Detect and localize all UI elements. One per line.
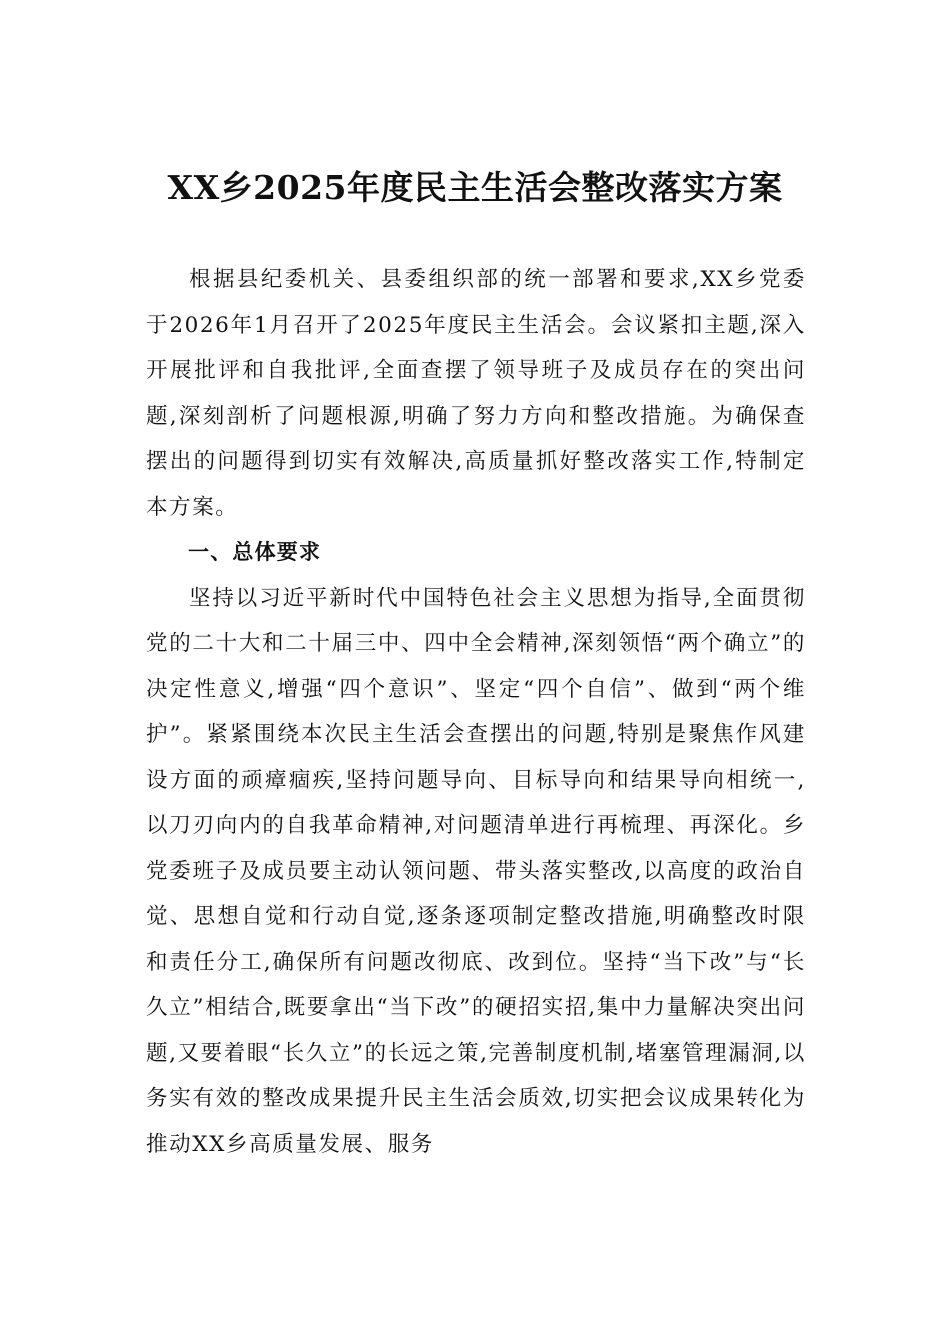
section-heading: 一、总体要求 [188, 540, 322, 564]
intro-paragraph: 根据县纪委机关、县委组织部的统一部署和要求,XX乡党委于2026年1月召开了2025年度民主生活会。会议紧扣主题,深入开展批评和自我批评,全面查摆了领导班子及成员存在的突出问题,深刻剖析了问题根源,明确了努力方向和整改措施。为确保查摆出的问题得到切实有效解决,高质量抓好整改落实工作,特制定本方案。 [146, 267, 806, 520]
document-body [146, 257, 806, 1167]
document-title: XX乡2025年度民主生活会整改落实方案 [167, 168, 783, 207]
section-paragraph: 坚持以习近平新时代中国特色社会主义思想为指导,全面贯彻党的二十大和二十届三中、四中全会精神,深刻领悟“两个确立”的决定性意义,增强“四个意识”、坚定“四个自信”、做到“两个维护”。紧紧围绕本次民主生活会查摆出的问题,特别是聚焦作风建设方面的顽瘴痼疾,坚持问题导向、目标导向和结果导向相统一,以刀刃向内的自我革命精神,对问题清单进行再梳理、再深化。乡党委班子及成员要主动认领问题、带头落实整改,以高度的政治自觉、思想自觉和行动自觉,逐条逐项制定整改措施,明确整改时限和责任分工,确保所有问题改彻底、改到位。坚持“当下改”与“长久立”相结合,既要拿出“当下改”的硬招实招,集中力量解决突出问题,又要着眼“长久立”的长远之策,完善制度机制,堵塞管理漏洞,以务实有效的整改成果提升民主生活会质效,切实把会议成果转化为推动XX乡高质量发展、服务 [146, 585, 806, 1157]
